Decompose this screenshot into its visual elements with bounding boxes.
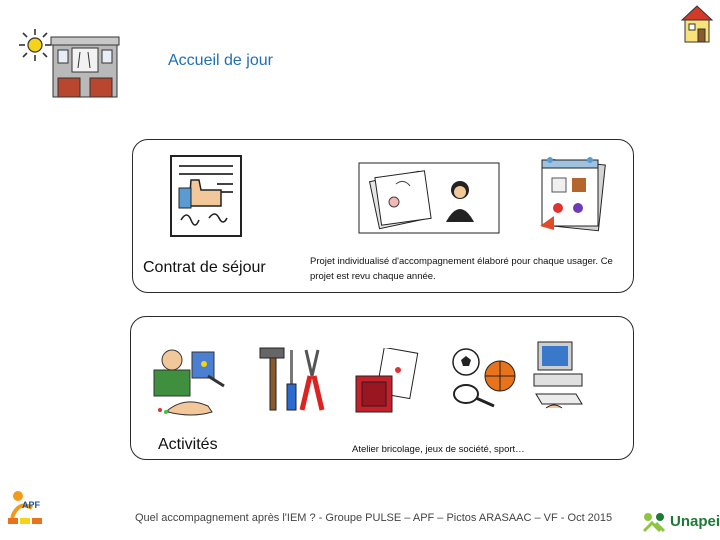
footer-credit: Quel accompagnement après l'IEM ? - Groupe PULSE – APF – Pictos ARASAAC – VF - Oct 2015 <box>135 512 613 524</box>
contract-label: Contrat de séjour <box>143 259 266 276</box>
contract-description: Projet individualisé d'accompagnement élaboré pour chaque usager. Ce projet est revu chaque année. <box>310 256 613 282</box>
page-title: Accueil de jour <box>168 52 273 69</box>
building-icon <box>50 34 120 98</box>
calendar-icon <box>536 156 608 234</box>
board-game-icon <box>352 348 420 414</box>
apf-logo-text: APF <box>22 500 40 510</box>
reading-child-icon <box>152 346 234 418</box>
activities-label: Activités <box>158 436 218 453</box>
sun-icon <box>18 28 52 62</box>
signed-contract-icon <box>165 154 245 238</box>
unapei-logo-icon <box>642 511 668 533</box>
activities-description: Atelier bricolage, jeux de société, sport… <box>352 444 525 455</box>
sports-balls-icon <box>450 346 522 412</box>
person-document-icon <box>358 162 500 234</box>
home-icon[interactable] <box>680 4 714 44</box>
computer-icon <box>532 338 584 412</box>
tools-icon <box>256 346 328 414</box>
unapei-logo-text: Unapei <box>670 513 720 530</box>
